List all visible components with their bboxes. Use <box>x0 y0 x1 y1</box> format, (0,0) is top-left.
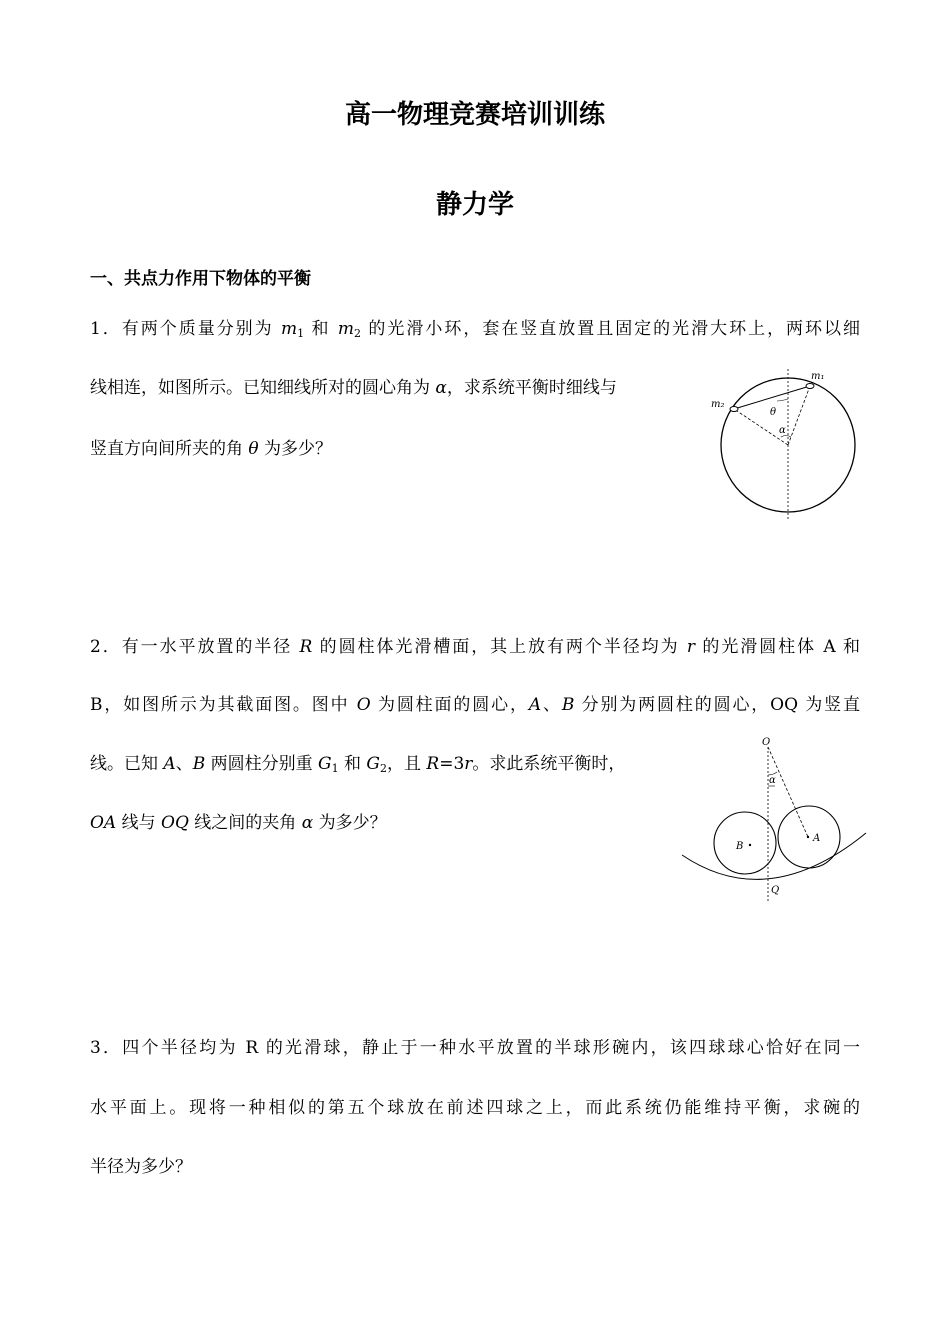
page-subtitle: 静力学 <box>435 190 514 220</box>
problem-1-figure <box>705 365 865 525</box>
groove-surface <box>682 833 866 879</box>
label-m2: m₂ <box>711 399 725 410</box>
center-A <box>807 836 809 838</box>
problem-2-line-3: 线。已知 A、B 两圆柱分别重 $G_1$ 和 $G_2$，且 R=3r。求此系统平衡时， <box>90 754 626 775</box>
problem-3-line-3: 半径为多少？ <box>90 1157 192 1177</box>
problem-1-line-2: 线相连，如图所示。已知细线所对的圆心角为 α，求系统平衡时细线与 <box>90 378 617 398</box>
line-OA <box>768 747 808 837</box>
cylinder-B <box>714 812 776 874</box>
label-m1: m₁ <box>811 371 825 382</box>
problem-3-line-1: 3．四个半径均为 R 的光滑球，静止于一种水平放置的半球形碗内，该四球球心恰好在同一 <box>90 1038 860 1058</box>
center-B <box>749 844 751 846</box>
problem-1-line-1: 1．有两个质量分别为 $m_1$ 和 $m_2$ 的光滑小环，套在竖直放置且固定的光滑大环上，两环以细 <box>90 319 860 340</box>
problem-2-line-2: B，如图所示为其截面图。图中 O 为圆柱面的圆心，A、B 分别为两圆柱的圆心，OQ 为竖直 <box>90 695 861 715</box>
label-B: B <box>736 841 744 852</box>
page-title: 高一物理竞赛培训训练 <box>344 100 605 130</box>
label-alpha: α <box>779 425 786 436</box>
small-ring-m2 <box>730 407 738 412</box>
radius-line-2 <box>788 386 810 445</box>
problem-2-line-1: 2．有一水平放置的半径 R 的圆柱体光滑槽面，其上放有两个半径均为 r 的光滑圆柱体 A 和 <box>90 637 860 657</box>
label-O: O <box>762 737 771 748</box>
small-ring-m1 <box>806 384 814 389</box>
label-alpha: α <box>769 775 776 786</box>
problem-3-line-2: 水平面上。现将一种相似的第五个球放在前述四球之上，而此系统仍能维持平衡，求碗的 <box>90 1098 860 1118</box>
problem-1-line-3: 竖直方向间所夹的角 θ 为多少？ <box>90 439 333 459</box>
section-heading: 一、共点力作用下物体的平衡 <box>90 269 311 289</box>
theta-arc <box>777 399 788 401</box>
thread <box>734 386 810 409</box>
label-A: A <box>813 833 821 844</box>
label-theta: θ <box>770 407 777 418</box>
label-Q: Q <box>771 885 780 896</box>
problem-2-figure <box>678 735 868 905</box>
problem-2-line-4: OA 线与 OQ 线之间的夹角 α 为多少？ <box>90 813 387 833</box>
